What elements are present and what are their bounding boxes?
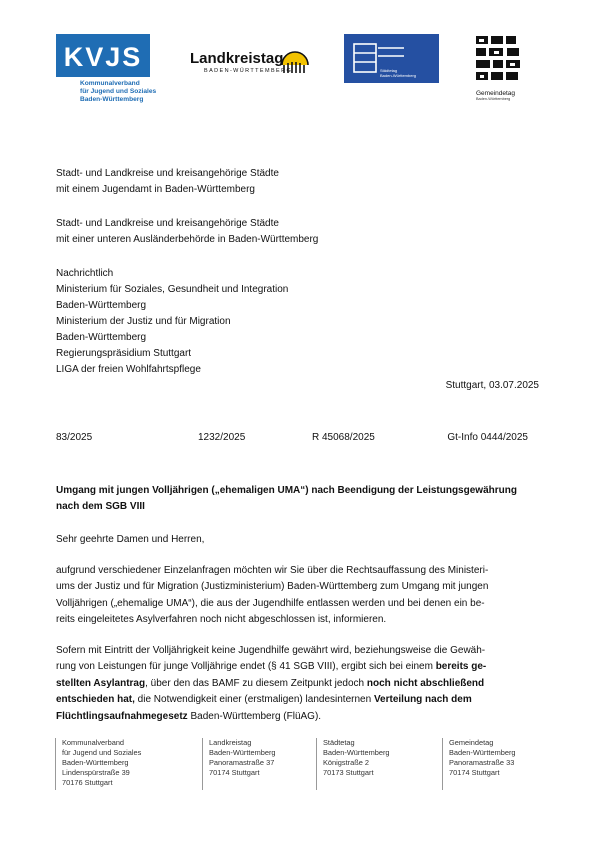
body-paragraph-1: aufgrund verschiedener Einzelanfragen möchten wir Sie über die Rechtsauffassung des Ministeri- ums der Justiz und für Migration (Justizministerium) Baden-Württemberg zum Umgang mit jungen Volljährigen („ehemalige UMA“), die aus der Jugendhilfe entlassen werden und bei denen ein be- reits eingeleitetes Asylverfahren noch nicht abgeschlossen ist, informieren. [56,565,489,626]
body-paragraph-2: Sofern mit Eintritt der Volljährigkeit keine Jugendhilfe gewährt wird, beziehungsweise die Gewäh- rung von Leistungen für junge Volljährige endet (§ 41 SGB VIII), ergibt sich bei einem bereits ge- stellten Asylantrag, über den das BAMF zu diesem Zeitpunkt jedoch noch nicht abschließend entschieden hat, die Notwendigkeit einer (erstmaligen) landesinternen Verteilung nach dem Flüchtlingsaufnahmegesetz Baden-Württemberg (FlüAG). [56,645,487,722]
landkreistag-logo-mark [280,35,310,75]
gemeindetag-logo-name: Gemeindetag [476,90,516,97]
reference-gemeindetag: Gt-Info 0444/2025 [447,432,528,443]
letter-date: Stuttgart, 03.07.2025 [445,380,539,391]
reference-kvjs: 83/2025 [56,432,93,443]
gemeindetag-logo-mark [474,34,524,90]
kvjs-logo-caption: Kommunalverband für Jugend und Soziales Baden-Württemberg [80,80,157,103]
gemeindetag-logo-sub: Baden-Württemberg [476,97,511,101]
footer-landkreistag-address: Landkreistag Baden-Württemberg Panoramastraße 37 70174 Stuttgart [202,738,276,790]
recipient-group-jugendamt: Stadt- und Landkreise und kreisangehörige Städte mit einem Jugendamt in Baden-Württemberg [56,168,279,195]
salutation: Sehr geehrte Damen und Herren, [56,534,205,545]
staedtetag-logo-caption: Städtetag Baden-Württemberg [380,68,417,78]
reference-staedtetag: R 45068/2025 [312,432,375,443]
recipient-group-auslaenderbehoerde: Stadt- und Landkreise und kreisangehörige Städte mit einer unteren Ausländerbehörde in Baden-Württemberg [56,218,319,245]
subject-line: Umgang mit jungen Volljährigen („ehemaligen UMA“) nach Beendigung der Leistungsgewährung nach dem SGB VIII [56,485,517,513]
footer-kvjs-address: Kommunalverband für Jugend und Soziales Baden-Württemberg Lindenspürstraße 39 70176 Stuttgart [55,738,141,790]
footer-gemeindetag-address: Gemeindetag Baden-Württemberg Panoramastraße 33 70174 Stuttgart [442,738,516,790]
footer-staedtetag-address: Städtetag Baden-Württemberg Königstraße 2 70173 Stuttgart [316,738,390,790]
reference-landkreistag: 1232/2025 [198,432,246,443]
kvjs-logo-mark: KVJS [63,42,143,72]
recipient-cc-list: Nachrichtlich Ministerium für Soziales, Gesundheit und Integration Baden-Württemberg Ministerium der Justiz und für Migration Baden-Württemberg Regierungspräsidium Stuttgart LIGA der freien Wohlfahrtspflege [56,268,289,375]
landkreistag-logo-sub: BADEN-WÜRTTEMBERG [204,68,293,74]
landkreistag-logo-name: Landkreistag [190,50,284,67]
